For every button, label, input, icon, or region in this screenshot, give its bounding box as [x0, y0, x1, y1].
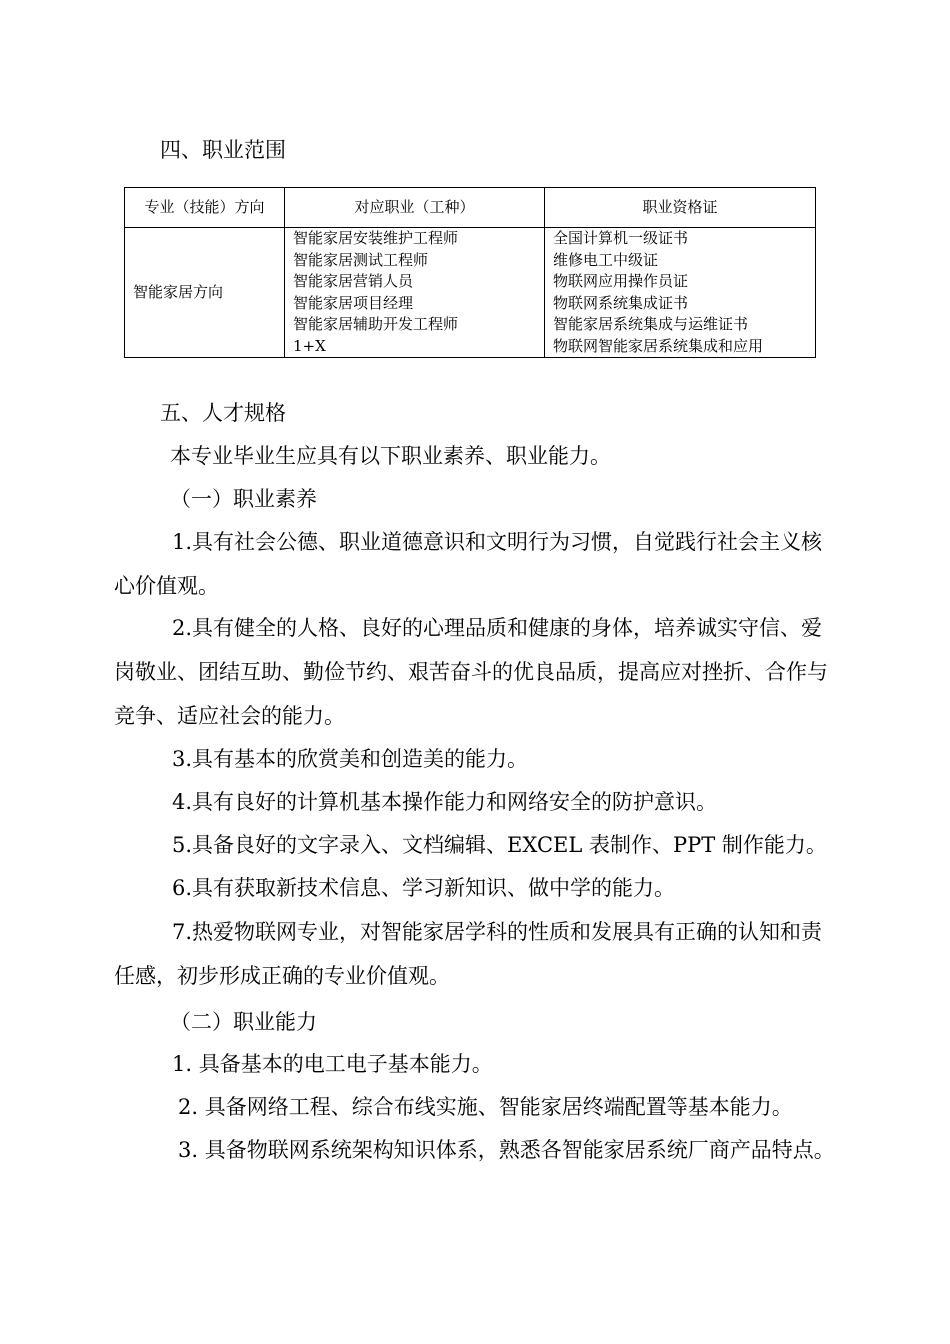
occupation-item: 智能家居安装维护工程师	[293, 229, 459, 247]
table-row	[125, 228, 816, 358]
quality-item-6: 6.具有获取新技术信息、学习新知识、做中学的能力。	[172, 876, 676, 900]
certificate-item: 物联网智能家居系统集成和应用	[553, 336, 764, 355]
direction-cell: 智能家居方向	[125, 228, 285, 358]
quality-item-5: 5.具备良好的文字录入、文档编辑、EXCEL 表制作、PPT 制作能力。	[172, 833, 827, 857]
occupation-cell	[285, 228, 545, 358]
quality-item-3: 3.具有基本的欣赏美和创造美的能力。	[172, 747, 529, 771]
occupation-item: 智能家居营销人员	[293, 272, 414, 290]
ability-item-3: 3. 具备物联网系统架构知识体系，熟悉各智能家居系统厂商产品特点。	[178, 1138, 835, 1162]
header-certificate: 职业资格证	[545, 188, 816, 228]
occupation-item: 智能家居项目经理	[293, 293, 414, 312]
certificate-item: 物联网应用操作员证	[553, 272, 689, 290]
subsection-professional-quality-heading: （一）职业素养	[170, 487, 317, 511]
certificate-item: 智能家居系统集成与运维证书	[553, 315, 749, 333]
section-five-intro: 本专业毕业生应具有以下职业素养、职业能力。	[170, 444, 611, 468]
certificate-cell	[545, 228, 816, 358]
occupation-item: 智能家居辅助开发工程师	[293, 315, 459, 333]
quality-item-4: 4.具有良好的计算机基本操作能力和网络安全的防护意识。	[172, 790, 718, 814]
subsection-professional-ability-heading: （二）职业能力	[170, 1010, 317, 1034]
quality-item-2: 2.具有健全的人格、良好的心理品质和健康的身体，培养诚实守信、爱岗敬业、团结互助、勤俭节约、艰苦奋斗的优良品质，提高应对挫折、合作与竞争、适应社会的能力。	[114, 616, 828, 728]
occupation-item: 智能家居测试工程师	[293, 250, 429, 269]
quality-item-7: 7.热爱物联网专业，对智能家居学科的性质和发展具有正确的认知和责任感，初步形成正确的专业价值观。	[114, 920, 823, 988]
ability-item-2: 2. 具备网络工程、综合布线实施、智能家居终端配置等基本能力。	[178, 1095, 793, 1119]
certificate-item: 全国计算机一级证书	[553, 229, 689, 247]
header-direction: 专业（技能）方向	[125, 188, 285, 228]
ability-item-1: 1. 具备基本的电工电子基本能力。	[172, 1052, 493, 1076]
occupation-table	[124, 187, 816, 358]
section-five-heading: 五、人才规格	[160, 401, 286, 425]
section-four-heading: 四、职业范围	[160, 138, 286, 162]
table-header-row	[125, 188, 816, 228]
certificate-item: 维修电工中级证	[553, 250, 659, 269]
occupation-item: 1+X	[293, 336, 326, 355]
quality-item-1: 1.具有社会公德、职业道德意识和文明行为习惯，自觉践行社会主义核心价值观。	[114, 530, 823, 598]
certificate-item: 物联网系统集成证书	[553, 293, 689, 312]
header-occupation: 对应职业（工种）	[285, 188, 545, 228]
